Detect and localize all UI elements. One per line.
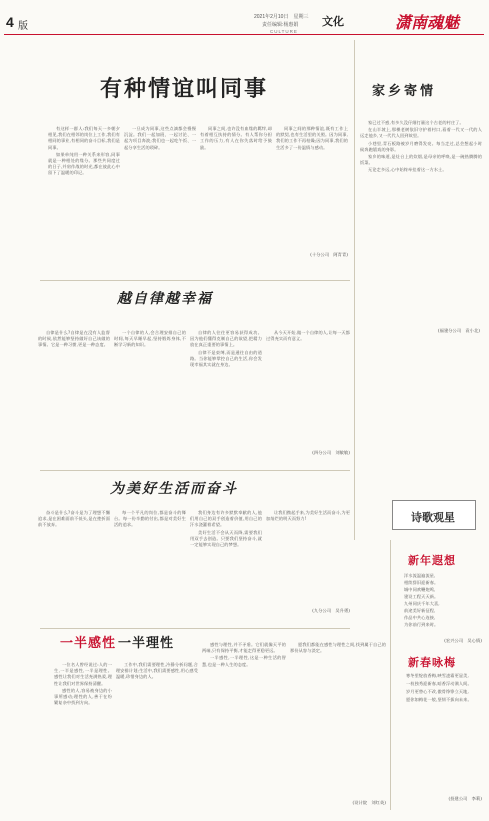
article2-col3: 自律的人往往更容易获得成功。因为他们懂得克制自己的欲望,把精力放在真正重要的事情上。 自律不是束缚,而是通往自由的道路。当你能够掌控自己的生活,你会发现幸福其实就在身边。	[190, 330, 262, 368]
article4-col2: 工作中,我们需要理性,冷静分析问题,合理安排计划;生活中,我们需要感性,用心感受温暖,珍惜身边的人。	[116, 662, 198, 680]
page-number: 4	[6, 14, 14, 30]
article3-col1: 奋斗是什么?奋斗是为了理想不懈追求,是在困难面前不低头,是在挫折面前不放弃。	[38, 510, 110, 528]
header-rule	[4, 34, 484, 35]
article3-signature: (九分公司 吴升勇)	[312, 608, 350, 613]
article3-col2: 每一个平凡的岗位,都是奋斗的舞台。每一份辛勤的付出,都是对美好生活的追求。	[114, 510, 186, 528]
article3-col3: 我们身边有许多默默奉献的人,他们用自己的双手创造着价值,用自己的汗水浇灌着希望。 美好生活不会从天而降,需要我们用双手去创造。只要我们坚持奋斗,就一定能够实现自己的梦想。	[190, 510, 262, 548]
article3-title: 为美好生活而奋斗	[110, 481, 238, 497]
article1-col1: 有这样一群人:我们每天一多朝夕相见,我们在相邻的岗位上工作,我们有相同的事业,有相同的奋斗目标,我们是同事。 如果单纯用一种关系来形容,同事就是一种相处的缘分。那些共同度过的日子,并肩作战的时光,都在彼此心中留下了温暖的印记。	[48, 126, 120, 176]
article4-col1: 一位名人曾经说过:人的一生,一半是感性,一半是理性。感性让我们对生活充满热爱,理性让我们对世界保持清醒。 感性的人,容易被身边的小事所感动;理性的人,善于在纷繁复杂中找到方向。	[54, 662, 112, 706]
poem-a-signature: (宏兴公司 吴心情)	[444, 638, 482, 643]
article4-col3: 感性与理性,并不矛盾。它们就像天平的两端,只有保持平衡,才能走得更稳更远。 一半感性,一半理性,这是一种生活的智慧,也是一种人生的态度。	[202, 642, 286, 667]
page-suffix: 版	[18, 21, 28, 32]
poem-b-signature: (投建公司 李莉)	[448, 796, 482, 801]
divider-right-column	[354, 40, 355, 540]
divider-bottom-right	[390, 540, 391, 810]
article4-title-b: 一半理性	[118, 636, 175, 651]
section-rule-2	[40, 280, 350, 281]
poetry-tag-badge	[392, 500, 476, 530]
article4-col4: 愿我们都能在感性与理性之间,找到属于自己的那份从容与淡定。	[290, 642, 386, 654]
section-rule-3	[40, 470, 350, 471]
editor-line: 责任编辑:杨惠娟	[262, 22, 299, 28]
date-line: 2021年2月10日 星期三	[254, 14, 309, 20]
article1-col2: 一旦成为同事,这些点滴都会慢慢沉淀。我们一起加班、一起讨论、一起为项目奔波;我们也一起吃午饭、一起分享生活的琐碎。	[124, 126, 196, 150]
poem1-signature: (福建分公司 袁小北)	[437, 328, 480, 333]
article1-title: 有种情谊叫同事	[100, 76, 269, 102]
brand-logo: 潇南魂魅	[395, 13, 460, 32]
article4-title-a: 一半感性	[60, 636, 117, 651]
column-name: 文化	[322, 16, 344, 28]
poem-a-body: 洋水流温遍流星, 相续辞旧迎新春。 城中同欢鞭炮鸣, 建设工程天天新。 九州同庆千年大喜, 前途美好新征程, 作品中共心连接, 为你前行到来时。	[404, 573, 440, 627]
article1-col3: 同事之间,也许没有血缘的羁绊,却有着相互扶持的情分。有人帮你分担工作的压力,有人在你失落时给予鼓励。	[200, 126, 272, 150]
poem-a-title: 新年遐想	[408, 554, 456, 567]
section-rule-4	[40, 628, 350, 629]
article4-signature: (设计院 刘红英)	[352, 800, 386, 805]
article1-signature: (十分公司 阿青青)	[310, 252, 348, 257]
poem-b-body: 寒冬里绽放香梅,映雪凌霜更显美, 一枝独秀迎新春,暗香浮动满人间。 岁月更替心不改,傲骨铮铮立天地, 愿你如梅花一般,坚韧不拔向未来。	[406, 673, 472, 702]
article2-col2: 一个自律的人,会合理安排自己的时间,每天早睡早起,坚持锻炼身体,不断学习新的知识。	[114, 330, 186, 348]
article2-col4: 从今天开始,做一个自律的人,让每一天都过得充实而有意义。	[266, 330, 350, 342]
poem1-body: 家已过不惑,有多久没仔细打量这个古老的村庄了。 在山半坡上,那棵老树依旧守护着村口,看着一代又一代的人远走他乡,又一代代人回到故里。 小巷里,青石板路被岁月磨得发亮。每当走过,总会想起小时候奔跑嬉戏的身影。 家乡的味道,是灶台上的炊烟,是母亲的呼唤,是一碗热腾腾的饭菜。 无论走多远,心中始终牵挂着这一方水土。	[360, 120, 482, 173]
poem1-title: 家乡寄情	[372, 84, 437, 99]
article2-signature: (四分公司 刘敏敏)	[312, 450, 350, 455]
article3-col4: 让我们携起手来,为美好生活而奋斗,为更加灿烂的明天而努力!	[266, 510, 350, 522]
article1-col4: 同事之间的那种情谊,既有工作上的默契,也有生活里的关照。因为同事,我们的工作不再枯燥;因为同事,我们的生活多了一份温情与感动。	[276, 126, 348, 150]
article2-title: 越自律越幸福	[117, 291, 213, 307]
article2-col1: 自律是什么?自律是在没有人监督的时候,依然能够坚持做好自己该做的事情。它是一种习惯,更是一种态度。	[38, 330, 110, 348]
column-name-en: CULTURE	[270, 29, 298, 34]
poetry-tag-label: 诗歌观星	[411, 511, 455, 524]
poem-b-title: 新春咏梅	[408, 656, 456, 669]
